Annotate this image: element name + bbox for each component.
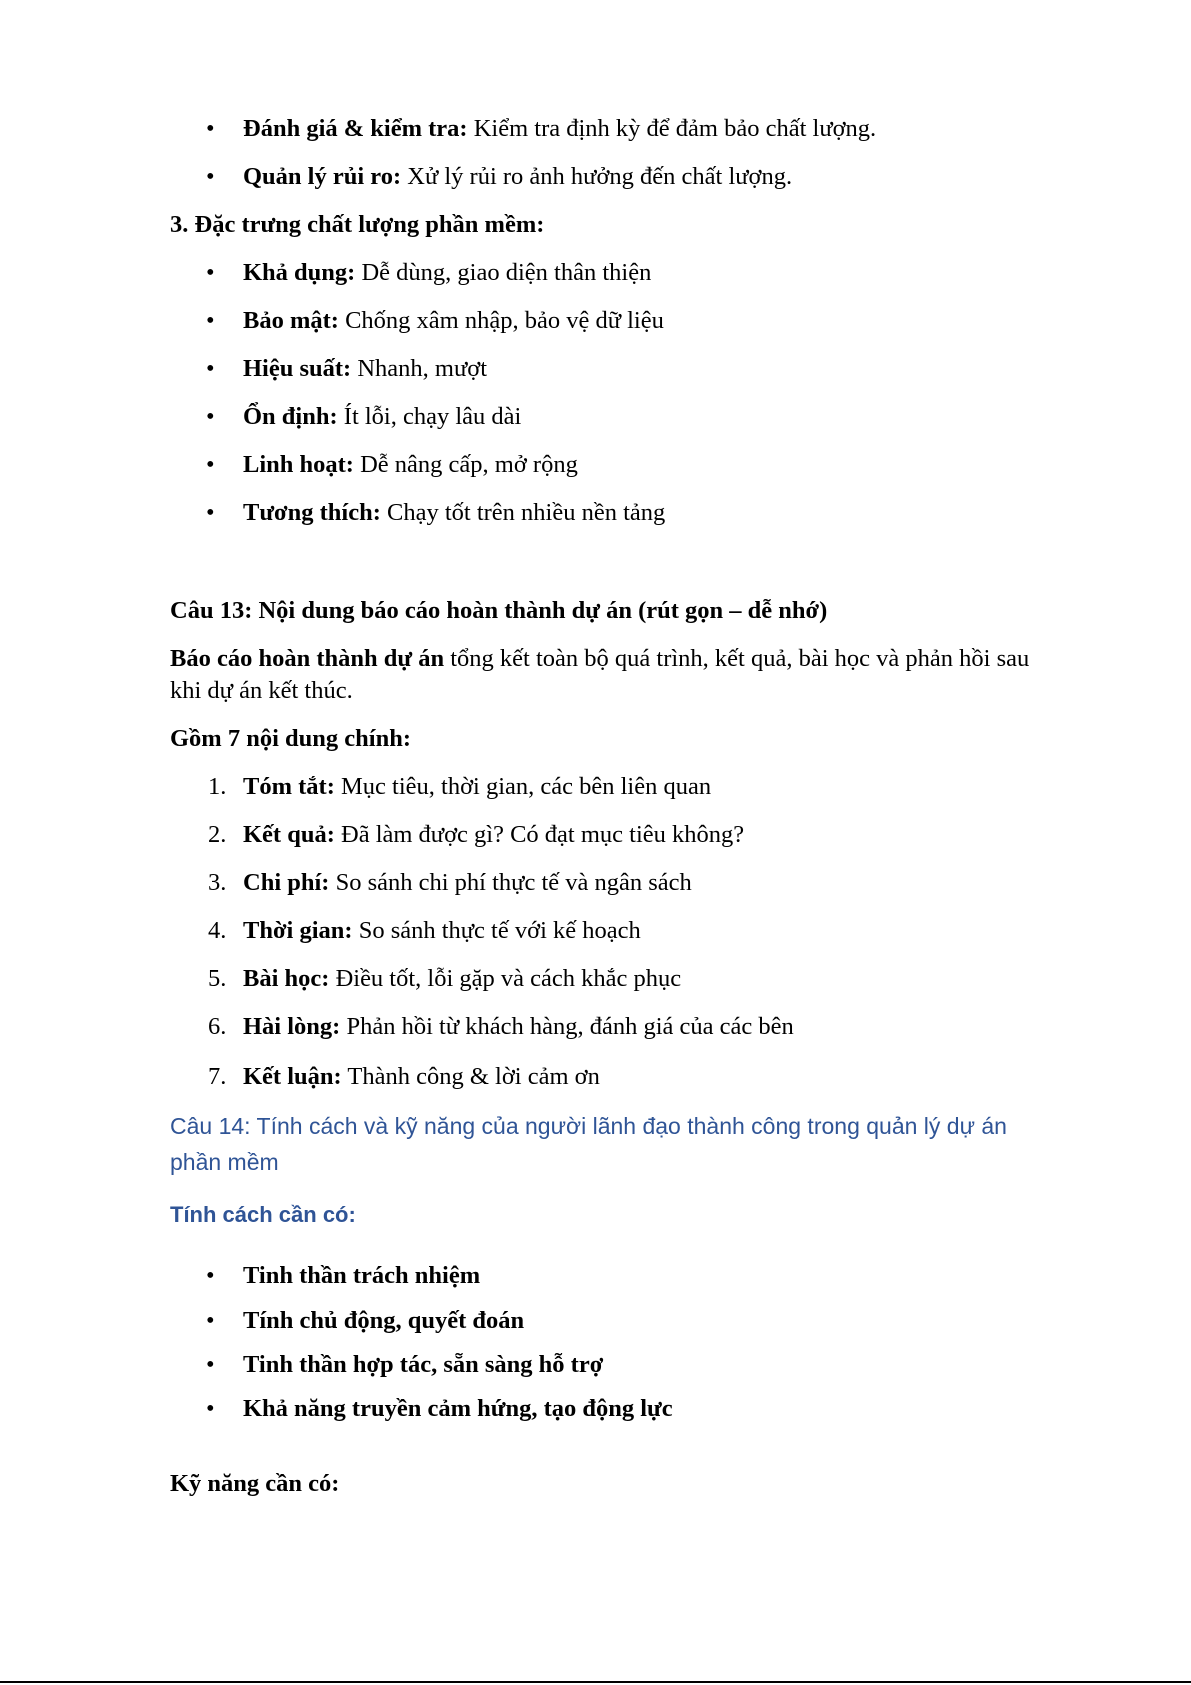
item-term: Khả dụng: [243, 259, 356, 286]
bullet-marker: • [206, 1307, 215, 1334]
bullet-marker: • [206, 1262, 215, 1289]
trait-text: Tính chủ động, quyết đoán [243, 1307, 525, 1334]
bullet-marker: • [206, 115, 215, 142]
bullet-marker: • [206, 1351, 215, 1378]
page-bottom-rule [0, 1681, 1191, 1683]
item-description: Thành công & lời cảm ơn [341, 1063, 600, 1090]
question-heading: Câu 13: Nội dung báo cáo hoàn thành dự án (rút gọn – dễ nhớ) [170, 597, 828, 624]
bullet-marker: • [206, 499, 215, 526]
item-number: 3. [208, 869, 227, 896]
item-term: Kết luận: [243, 1063, 342, 1090]
intro-text: tổng kết toàn bộ quá trình, kết quả, bài học và phản hồi sau khi dự án kết thúc. [170, 645, 1030, 704]
item-description: Dễ nâng cấp, mở rộng [353, 451, 578, 478]
bullet-marker: • [206, 163, 215, 190]
item-term: Bảo mật: [243, 307, 339, 334]
item-description: Chống xâm nhập, bảo vệ dữ liệu [338, 307, 664, 334]
item-term: Quản lý rủi ro: [243, 163, 402, 190]
trait-text: Khả năng truyền cảm hứng, tạo động lực [243, 1395, 673, 1422]
item-number: 5. [208, 965, 227, 992]
bullet-marker: • [206, 259, 215, 286]
list-subheading: Gồm 7 nội dung chính: [170, 725, 411, 752]
bullet-marker: • [206, 451, 215, 478]
item-description: Kiểm tra định kỳ để đảm bảo chất lượng. [467, 115, 877, 142]
item-description: Mục tiêu, thời gian, các bên liên quan [334, 773, 712, 800]
item-term: Hài lòng: [243, 1013, 341, 1040]
item-description: Phản hồi từ khách hàng, đánh giá của các bên [340, 1013, 794, 1040]
item-term: Tương thích: [243, 499, 381, 526]
item-description: Ít lỗi, chạy lâu dài [337, 403, 522, 430]
item-term: Đánh giá & kiểm tra: [243, 115, 468, 142]
item-description: Dễ dùng, giao diện thân thiện [355, 259, 652, 286]
bullet-marker: • [206, 1395, 215, 1422]
item-description: Xử lý rủi ro ảnh hưởng đến chất lượng. [401, 163, 793, 190]
item-description: So sánh thực tế với kế hoạch [352, 917, 641, 944]
item-term: Kết quả: [243, 821, 335, 848]
item-description: Nhanh, mượt [351, 355, 488, 382]
intro-term: Báo cáo hoàn thành dự án [170, 645, 445, 672]
item-term: Linh hoạt: [243, 451, 354, 478]
traits-heading: Tính cách cần có: [170, 1202, 356, 1227]
section-heading: 3. Đặc trưng chất lượng phần mềm: [170, 211, 545, 238]
item-term: Hiệu suất: [243, 355, 352, 382]
item-description: Điều tốt, lỗi gặp và cách khắc phục [329, 965, 682, 992]
item-term: Tóm tắt: [243, 773, 335, 800]
item-number: 6. [208, 1013, 227, 1040]
trait-text: Tinh thần trách nhiệm [243, 1262, 481, 1289]
question-heading: Câu 14: Tính cách và kỹ năng của người lãnh đạo thành công trong quản lý dự án phần mềm [170, 1113, 1007, 1175]
item-term: Bài học: [243, 965, 330, 992]
item-number: 1. [208, 773, 227, 800]
bullet-marker: • [206, 403, 215, 430]
intro-paragraph [170, 643, 1050, 707]
item-description: So sánh chi phí thực tế và ngân sách [329, 869, 692, 896]
item-term: Thời gian: [243, 917, 353, 944]
item-description: Chạy tốt trên nhiều nền tảng [380, 499, 666, 526]
item-number: 2. [208, 821, 227, 848]
bullet-marker: • [206, 355, 215, 382]
trait-text: Tinh thần hợp tác, sẵn sàng hỗ trợ [243, 1351, 604, 1378]
skills-heading: Kỹ năng cần có: [170, 1470, 340, 1497]
bullet-marker: • [206, 307, 215, 334]
item-description: Đã làm được gì? Có đạt mục tiêu không? [334, 821, 745, 848]
item-term: Chi phí: [243, 869, 330, 896]
item-number: 7. [208, 1063, 227, 1090]
item-term: Ổn định: [243, 403, 338, 430]
item-number: 4. [208, 917, 227, 944]
